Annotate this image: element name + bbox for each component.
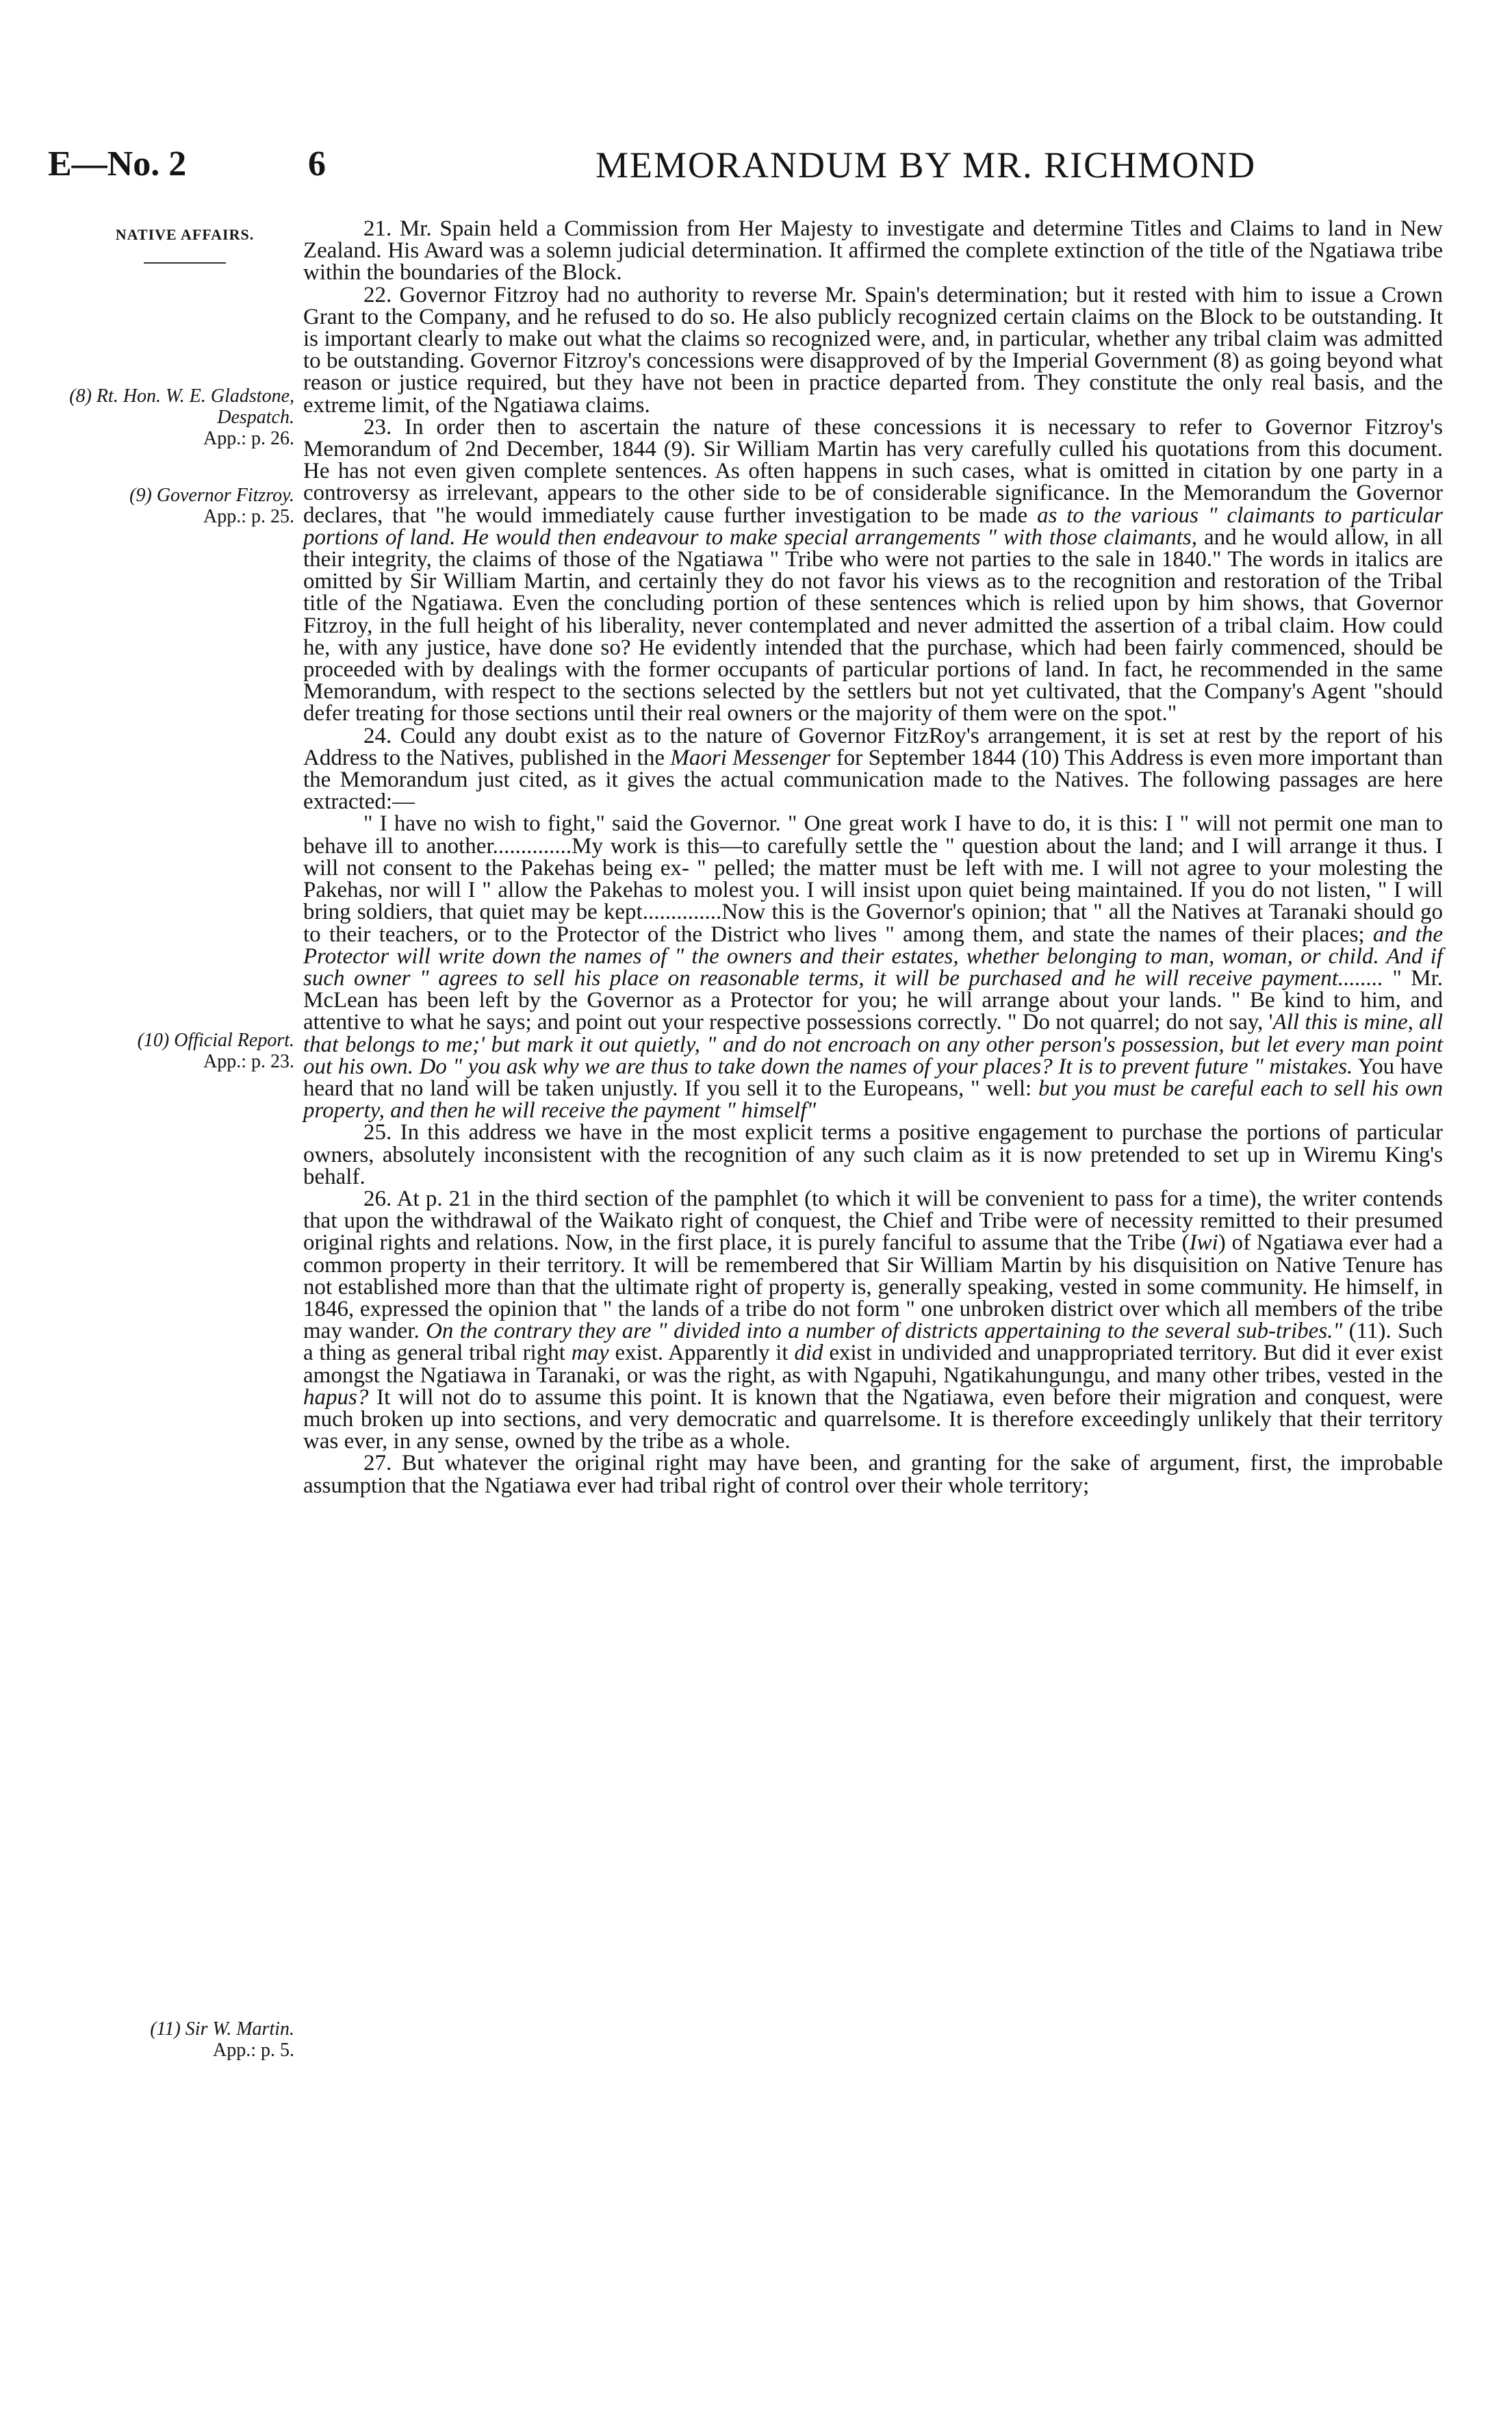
margin-note-appendix: App.: p. 23.	[203, 1051, 294, 1072]
margin-note-label: (10) Official Report.	[137, 1030, 294, 1051]
text-run: 26. At p. 21 in the third section of the pamphlet (to which it will be convenient to pass for a time), the writer contends that upon the withdrawal of the Waikato right of conquest, the Chief and Tribe were of necessity remitted to their presumed original rights and relations. Now, in the first place, it is purely fanciful to assume that the Tribe (	[303, 1186, 1443, 1256]
page-header	[48, 144, 1451, 192]
paragraph-22: 22. Governor Fitzroy had no authority to reverse Mr. Spain's determination; but it rested with him to issue a Crown Grant to the Company, and he refused to do so. He also publicly recognized certain claims on the Block to be outstanding. It is important clearly to make out what the claims so recognized were, and, in particular, whether any tribal claim was admitted to be outstanding. Governor Fitzroy's concessions were disapproved of by the Imperial Government (8) as going beyond what reason or justice required, but they have not been in practice departed from. They constitute the only real basis, and the extreme limit, of the Ngatiawa claims.	[303, 282, 1443, 418]
margin-divider	[144, 262, 226, 264]
text-run: exist. Apparently it	[615, 1341, 789, 1366]
paragraph-25: 25. In this address we have in the most explicit terms a positive engagement to purchase the portions of particular owners, absolutely inconsistent with the recognition of any such claim as it is now pretended to set up in Wiremu King's behalf.	[303, 1120, 1443, 1189]
italic-text: Maori Messenger	[670, 745, 831, 770]
italic-text: may	[571, 1341, 609, 1366]
margin-note-8	[41, 385, 294, 449]
page-title: MEMORANDUM BY MR. RICHMOND	[595, 144, 1257, 186]
paragraph-23	[303, 416, 1443, 725]
paragraph-21: 21. Mr. Spain held a Commission from Her Majesty to investigate and determine Titles and Claims to land in New Zealand. His Award was a solemn judicial determination. It affirmed the complete extinction of the title of the Ngatiawa tribe within the boundaries of the Block.	[303, 216, 1443, 286]
text-run: 23. In order then to ascertain the nature of these concessions it is necessary to refer to Governor Fitzroy's Memorandum of 2nd December, 1844 (9). Sir William Martin has very carefully culled his quotations from this document. He has not even given complete sentences. As often happens in such cases, what is omitted in citation by one party in a controversy as irrelevant, appears to the other side to be of considerable significance. In the Memorandum the Governor declares, that "he would immediately cause further investigation to be made	[303, 414, 1443, 528]
document-reference: E—No. 2	[48, 144, 187, 183]
italic-text: and the Protector will write down the names of " the owners and their estates, whether belonging to man, woman, or child. And if such owner " agrees to sell his place on reasonable terms, it will be purchased and he will receive payment........	[303, 922, 1443, 991]
text-run: for September 1844 (10) This Address is even more important than the Memorandum just cited, as it gives the actual communication made to the Natives. The following passages are here extracted:—	[303, 745, 1444, 815]
margin-note-11	[41, 2018, 294, 2061]
italic-text: On the contrary they are " divided into a number of districts appertaining to the several sub-tribes."	[426, 1319, 1343, 1344]
margin-note-label: (8) Rt. Hon. W. E. Gladstone, Despatch.	[69, 385, 294, 428]
italic-text: Iwi	[1189, 1230, 1218, 1256]
margin-note-10	[41, 1030, 294, 1072]
text-run: It will not do to assume this point. It is known that the Ngatiawa, even before their migration and conquest, were much broken up into sections, and very democratic and quarrelsome. It is therefore exceedingly unlikely that their territory was ever, in any sense, owned by the tribe as a whole.	[303, 1384, 1444, 1454]
margin-note-label: (9) Governor Fitzroy.	[129, 485, 294, 506]
margin-note-9	[41, 485, 294, 527]
italic-text: did	[794, 1341, 823, 1366]
italic-text: but you must be careful each to sell his own property, and then he will receive the payment " himself"	[303, 1076, 1443, 1124]
italic-text: hapus?	[303, 1384, 369, 1410]
italic-text: All this is mine, all that belongs to me;' but mark it out quietly, " and do not encroach on any other person's possession, but let every man point out his own. Do " you ask why we are thus to take down the names of your places? It is to prevent future " mistakes.	[303, 1010, 1444, 1079]
paragraph-27: 27. But whatever the original right may have been, and granting for the sake of argument, first, the improbable assumption that the Ngatiawa ever had tribal right of control over their whole territory;	[303, 1451, 1443, 1498]
paragraph-24	[303, 725, 1443, 813]
text-run: (11). Such a thing as general tribal right	[303, 1319, 1443, 1366]
text-run: ) of Ngatiawa ever had a common property in their territory. It will be remembered that Sir William Martin by his disquisition on Native Tenure has not established more than that the ultimate right of property is, generally speaking, vested in some community. He himself, in 1846, expressed the opinion that " the lands of a tribe do not form " one unbroken district over which all members of the tribe may wander.	[303, 1230, 1444, 1344]
text-run: " I have no wish to fight," said the Governor. " One great work I have to do, it is this: I " will not permit one man to behave ill to another..............My work is this—to carefully settle the " question about the land; and I will arrange it thus. I will not consent to the Pakehas being ex- " pelled; the matter must be left with me. I will not agree to your molesting the Pakehas, nor will I " allow the Pakehas to molest you. I will insist upon quiet being maintained. If you do not listen, " I will bring soldiers, that quiet may be kept..............Now this is the Governor's opinion; that " all the Natives at Taranaki should go to their teachers, or to the Protector of the District who lives " among them, and state the names of their places;	[303, 811, 1443, 947]
text-run: You have heard that no land will be taken unjustly. If you sell it to the Europeans, " well:	[303, 1054, 1443, 1101]
text-run: " Mr. McLean has been left by the Governor as a Protector for you; he will arrange about your lands. " Be kind to him, and attentive to what he says; and point out your respective possessions correctly. " Do not quarrel; do not say, '	[303, 965, 1443, 1035]
paragraph-26	[303, 1188, 1443, 1452]
quoted-address	[303, 811, 1444, 1124]
margin-note-appendix: App.: p. 5.	[213, 2040, 294, 2061]
margin-note-appendix: App.: p. 25.	[203, 506, 294, 527]
text-run: exist in undivided and unappropriated territory. But did it ever exist amongst the Ngatiawa in Taranaki, or was the right, as with Ngapuhi, Ngatikahungungu, and many other tribes, vested in the	[303, 1341, 1444, 1388]
margin-note-appendix: App.: p. 26.	[203, 428, 294, 449]
margin-note-label: (11) Sir W. Martin.	[150, 2018, 294, 2040]
text-run: 24. Could any doubt exist as to the nature of Governor FitzRoy's arrangement, it is set at rest by the report of his Address to the Natives, published in the	[303, 723, 1443, 770]
margin-section-label: NATIVE AFFAIRS.	[115, 226, 255, 243]
text-run: and he would allow, in all their integrity, the claims of those of the Ngatiawa " Tribe who were not parties to the sale in 1840." The words in italics are omitted by Sir William Martin, and certainly they do not favor his views as to the recognition and restoration of the Tribal title of the Ngatiawa. Even the concluding portion of these sentences which is relied upon by him shows, that Governor Fitzroy, in the full height of his liberality, never contemplated and never admitted the assertion of a tribal claim. How could he, with any justice, have done so? He evidently intended that the purchase, which had been fairly commenced, should be proceeded with by dealings with the former occupants of particular portions of land. In fact, he recommended in the same Memorandum, with respect to the sections selected by the settlers but not yet cultivated, that the Company's Agent "should defer treating for those sections until their real owners or the majority of them were on the spot."	[303, 524, 1443, 726]
document-body	[303, 218, 1443, 1497]
italic-text: as to the various " claimants to particular portions of land. He would then endeavour to make special arrangements " with those claimants,	[303, 503, 1444, 550]
page-number: 6	[308, 144, 326, 183]
